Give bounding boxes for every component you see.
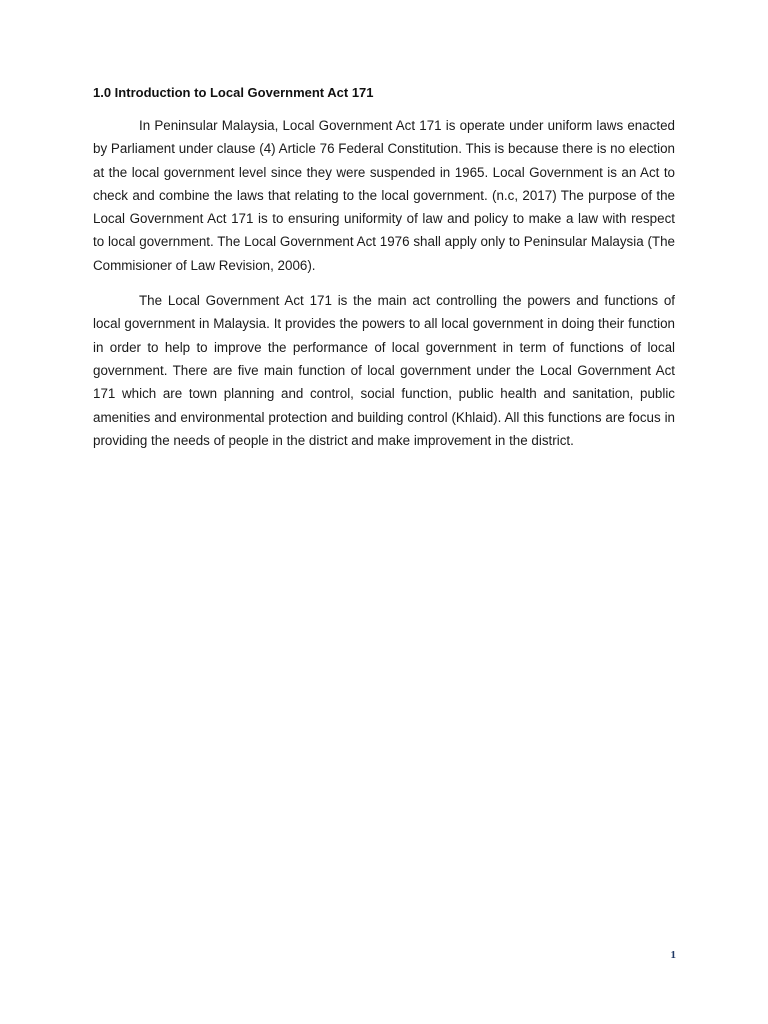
section-heading: 1.0 Introduction to Local Government Act 171 [93, 85, 374, 100]
page-body [93, 84, 675, 464]
paragraph-introduction: In Peninsular Malaysia, Local Government Act 171 is operate under uniform laws enacted by Parliament under clause (4) Article 76 Federal Constitution. This is because there is no election at the local government level since they were suspended in 1965. Local Government is an Act to check and combine the laws that relating to the local government. (n.c, 2017) The purpose of the Local Government Act 171 is to ensuring uniformity of law and policy to make a law with respect to local government. The Local Government Act 1976 shall apply only to Peninsular Malaysia (The Commisioner of Law Revision, 2006). [93, 118, 675, 273]
page-number: 1 [670, 949, 676, 961]
paragraph-functions: The Local Government Act 171 is the main act controlling the powers and functions of local government in Malaysia. It provides the powers to all local government in doing their function in order to help to improve the performance of local government in term of functions of local government. There are five main function of local government under the Local Government Act 171 which are town planning and control, social function, public health and sanitation, public amenities and environmental protection and building control (Khlaid). All this functions are focus in providing the needs of people in the district and make improvement in the district. [93, 293, 675, 448]
